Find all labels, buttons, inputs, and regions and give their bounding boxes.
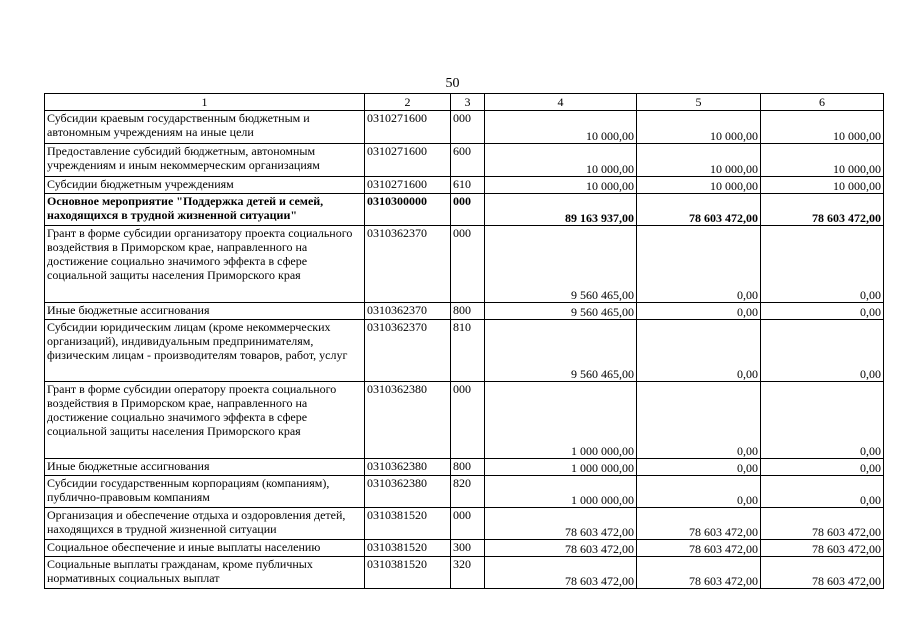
- row-value-col5: 78 603 472,00: [637, 508, 761, 540]
- table-row: [45, 194, 884, 226]
- row-value-col4: 9 560 465,00: [485, 226, 637, 303]
- row-value-col5: 0,00: [637, 476, 761, 508]
- row-name: Грант в форме субсидии оператору проекта социального воздействия в Приморском крае, направленного на достижение социально значимого эффекта в сфере социальной защиты населения Приморского края: [45, 382, 365, 459]
- row-code: 0310362370: [365, 226, 451, 303]
- header-cell-5: 5: [637, 94, 761, 111]
- table-row: [45, 557, 884, 589]
- header-cell-2: 2: [365, 94, 451, 111]
- row-expense-type: 000: [451, 194, 485, 226]
- row-value-col6: 10 000,00: [761, 144, 884, 177]
- row-expense-type: 320: [451, 557, 485, 589]
- row-value-col4: 1 000 000,00: [485, 459, 637, 476]
- row-value-col6: 78 603 472,00: [761, 508, 884, 540]
- row-code: 0310362370: [365, 303, 451, 320]
- row-name: Субсидии государственным корпорациям (компаниям), публично-правовым компаниям: [45, 476, 365, 508]
- header-cell-1: 1: [45, 94, 365, 111]
- row-value-col5: 0,00: [637, 382, 761, 459]
- table-row: [45, 508, 884, 540]
- row-name: Социальные выплаты гражданам, кроме публичных нормативных социальных выплат: [45, 557, 365, 589]
- row-name: Иные бюджетные ассигнования: [45, 303, 365, 320]
- row-value-col5: 0,00: [637, 320, 761, 382]
- row-name: Субсидии бюджетным учреждениям: [45, 177, 365, 194]
- table-row: [45, 382, 884, 459]
- row-expense-type: 000: [451, 382, 485, 459]
- row-expense-type: 800: [451, 303, 485, 320]
- table-row: [45, 303, 884, 320]
- row-expense-type: 600: [451, 144, 485, 177]
- table-row: [45, 144, 884, 177]
- row-value-col4: 78 603 472,00: [485, 540, 637, 557]
- row-value-col5: 10 000,00: [637, 144, 761, 177]
- row-value-col5: 10 000,00: [637, 177, 761, 194]
- row-code: 0310271600: [365, 144, 451, 177]
- header-cell-6: 6: [761, 94, 884, 111]
- table-row: [45, 177, 884, 194]
- row-value-col4: 78 603 472,00: [485, 508, 637, 540]
- row-code: 0310381520: [365, 508, 451, 540]
- row-value-col5: 78 603 472,00: [637, 540, 761, 557]
- header-cell-4: 4: [485, 94, 637, 111]
- row-name: Социальное обеспечение и иные выплаты населению: [45, 540, 365, 557]
- row-expense-type: 000: [451, 508, 485, 540]
- table-row: [45, 320, 884, 382]
- row-code: 0310271600: [365, 177, 451, 194]
- row-code: 0310362380: [365, 476, 451, 508]
- row-code: 0310271600: [365, 111, 451, 144]
- header-row: [45, 94, 884, 111]
- row-value-col6: 0,00: [761, 226, 884, 303]
- row-value-col4: 1 000 000,00: [485, 476, 637, 508]
- row-code: 0310381520: [365, 540, 451, 557]
- row-code: 0310381520: [365, 557, 451, 589]
- row-code: 0310362370: [365, 320, 451, 382]
- header-cell-3: 3: [451, 94, 485, 111]
- table-body: [45, 94, 884, 589]
- row-expense-type: 610: [451, 177, 485, 194]
- row-name: Основное мероприятие "Поддержка детей и семей, находящихся в трудной жизненной ситуации": [45, 194, 365, 226]
- row-value-col5: 0,00: [637, 303, 761, 320]
- table-row: [45, 476, 884, 508]
- row-expense-type: 820: [451, 476, 485, 508]
- row-name: Иные бюджетные ассигнования: [45, 459, 365, 476]
- row-name: Субсидии юридическим лицам (кроме некоммерческих организаций), индивидуальным предпринимателям, физическим лицам - производителям товаров, работ, услуг: [45, 320, 365, 382]
- row-code: 0310362380: [365, 459, 451, 476]
- row-expense-type: 000: [451, 111, 485, 144]
- row-value-col4: 78 603 472,00: [485, 557, 637, 589]
- row-code: 0310300000: [365, 194, 451, 226]
- table-row: [45, 459, 884, 476]
- row-value-col5: 0,00: [637, 459, 761, 476]
- row-value-col5: 10 000,00: [637, 111, 761, 144]
- row-value-col4: 89 163 937,00: [485, 194, 637, 226]
- row-value-col4: 10 000,00: [485, 111, 637, 144]
- row-name: Организация и обеспечение отдыха и оздоровления детей, находящихся в трудной жизненной ситуации: [45, 508, 365, 540]
- row-expense-type: 800: [451, 459, 485, 476]
- row-value-col6: 10 000,00: [761, 177, 884, 194]
- row-expense-type: 810: [451, 320, 485, 382]
- table-row: [45, 111, 884, 144]
- row-name: Предоставление субсидий бюджетным, автономным учреждениям и иным некоммерческим организациям: [45, 144, 365, 177]
- row-name: Грант в форме субсидии организатору проекта социального воздействия в Приморском крае, направленного на достижение социально значимого эффекта в сфере социальной защиты населения Приморского края: [45, 226, 365, 303]
- row-value-col6: 0,00: [761, 303, 884, 320]
- table-row: [45, 540, 884, 557]
- table-row: [45, 226, 884, 303]
- row-value-col5: 78 603 472,00: [637, 557, 761, 589]
- row-value-col6: 78 603 472,00: [761, 557, 884, 589]
- row-expense-type: 000: [451, 226, 485, 303]
- row-value-col4: 9 560 465,00: [485, 303, 637, 320]
- row-value-col4: 1 000 000,00: [485, 382, 637, 459]
- row-value-col4: 10 000,00: [485, 177, 637, 194]
- row-expense-type: 300: [451, 540, 485, 557]
- row-value-col6: 0,00: [761, 459, 884, 476]
- page-number: 50: [445, 76, 460, 91]
- row-value-col6: 10 000,00: [761, 111, 884, 144]
- row-code: 0310362380: [365, 382, 451, 459]
- row-value-col6: 0,00: [761, 476, 884, 508]
- row-name: Субсидии краевым государственным бюджетным и автономным учреждениям на иные цели: [45, 111, 365, 144]
- row-value-col6: 0,00: [761, 382, 884, 459]
- row-value-col6: 78 603 472,00: [761, 194, 884, 226]
- row-value-col4: 10 000,00: [485, 144, 637, 177]
- row-value-col5: 78 603 472,00: [637, 194, 761, 226]
- budget-table: [44, 93, 884, 589]
- row-value-col4: 9 560 465,00: [485, 320, 637, 382]
- row-value-col6: 0,00: [761, 320, 884, 382]
- row-value-col6: 78 603 472,00: [761, 540, 884, 557]
- row-value-col5: 0,00: [637, 226, 761, 303]
